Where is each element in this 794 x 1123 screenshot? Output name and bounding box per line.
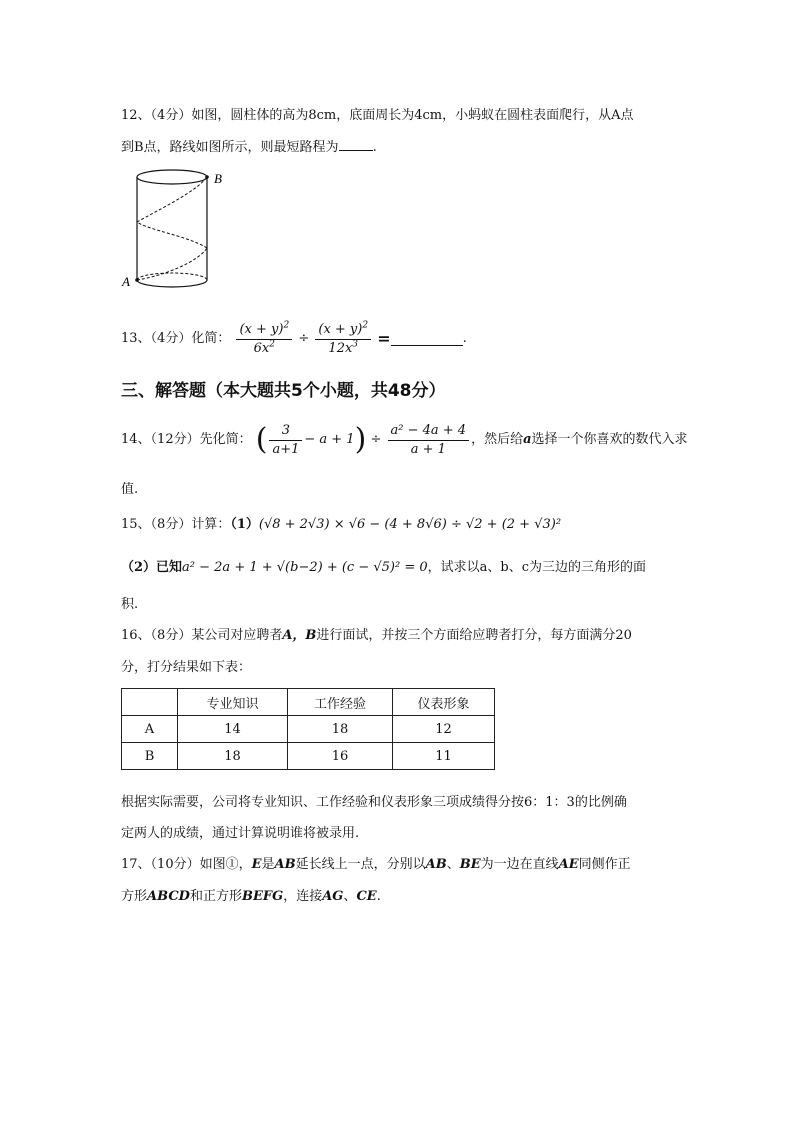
q13-frac2-num-exp: 2 bbox=[362, 320, 369, 331]
path-segment-2 bbox=[137, 222, 207, 248]
q12-answer-blank bbox=[339, 138, 373, 151]
q17-text: 是 bbox=[261, 857, 275, 872]
cylinder-figure bbox=[118, 164, 228, 290]
table-cell: 11 bbox=[393, 743, 495, 770]
q14-left-paren: ( bbox=[255, 422, 268, 457]
q15-part2-suffix: ，试求以a、b、c为三边的三角形的面 bbox=[427, 560, 646, 575]
q13-frac1-den: 6x bbox=[253, 340, 270, 356]
q12-line2-prefix: 到B点，路线如图所示，则最短路程为 bbox=[121, 140, 339, 155]
q17-var: AE bbox=[558, 857, 579, 872]
q16-line1 bbox=[121, 624, 632, 643]
q16-line2: 分，打分结果如下表： bbox=[121, 660, 252, 675]
q15-line2 bbox=[121, 556, 646, 575]
q14-suffix: ，然后给 bbox=[471, 432, 524, 447]
q13-answer-blank bbox=[391, 333, 463, 346]
table-cell: 18 bbox=[288, 716, 393, 743]
q14-outer-den: a + 1 bbox=[410, 441, 446, 457]
q17-text: ，连接 bbox=[283, 889, 323, 904]
q14-suffix2: 选择一个你喜欢的数代入求 bbox=[531, 432, 688, 447]
point-a bbox=[135, 278, 139, 282]
q16-line1-prefix: 16、（8分）某公司对应聘者 bbox=[121, 628, 283, 643]
q17-var: BE bbox=[459, 857, 481, 872]
q15-part2-expr: a² − 2a + 1 + √(b−2) + (c − √5)² = 0 bbox=[182, 560, 428, 575]
table-cell: 18 bbox=[178, 743, 288, 770]
q17-var: AB bbox=[425, 857, 447, 872]
q13-frac2-num: (x + y) bbox=[318, 321, 363, 337]
q14-outer-fraction bbox=[388, 423, 470, 458]
q14-var: a bbox=[523, 432, 532, 447]
table-cell: 16 bbox=[288, 743, 393, 770]
q17-line1 bbox=[121, 853, 631, 872]
table-cell: 14 bbox=[178, 716, 288, 743]
cylinder-top-ellipse bbox=[137, 170, 207, 184]
q17-text: 方形 bbox=[121, 889, 148, 904]
q13-frac2-den: 12x bbox=[328, 340, 353, 356]
q15-part2-label: （2）已知 bbox=[121, 560, 183, 575]
q13-suffix: . bbox=[462, 331, 467, 346]
q17-text: 、 bbox=[446, 857, 460, 872]
table-header-row bbox=[122, 689, 495, 716]
q13-frac1-num-exp: 2 bbox=[283, 320, 290, 331]
q15-part1-expr: (√8 + 2√3) × √6 − (4 + 8√6) ÷ √2 + (2 + √3)² bbox=[258, 517, 562, 532]
q13-frac1-num: (x + y) bbox=[239, 321, 284, 337]
q14-inner-den: a+1 bbox=[272, 441, 300, 457]
q17-var: E bbox=[251, 857, 262, 872]
table-header-cell: 专业知识 bbox=[178, 689, 288, 716]
table-cell: B bbox=[122, 743, 178, 770]
q13 bbox=[121, 318, 467, 360]
q17-text: 同侧作正 bbox=[578, 857, 631, 872]
label-b: B bbox=[214, 171, 222, 186]
table-cell: A bbox=[122, 716, 178, 743]
q14-right-paren: ) bbox=[354, 422, 367, 457]
table-header-cell: 仪表形象 bbox=[393, 689, 495, 716]
q13-frac1-den-exp: 2 bbox=[269, 339, 275, 350]
table-cell: 12 bbox=[393, 716, 495, 743]
q15-line1 bbox=[121, 513, 561, 532]
q12-line2 bbox=[121, 136, 377, 155]
q15-line3: 积. bbox=[121, 597, 139, 612]
q17-var: AB bbox=[274, 857, 296, 872]
section3-heading: 三、解答题（本大题共5个小题，共48分） bbox=[121, 381, 446, 401]
q12-line2-suffix: . bbox=[372, 140, 377, 155]
point-b bbox=[205, 175, 209, 179]
q16-line1-suffix: 进行面试，并按三个方面给应聘者打分，每方面满分20 bbox=[316, 628, 632, 643]
q14 bbox=[121, 418, 688, 462]
q16-after1: 根据实际需要，公司将专业知识、工作经验和仪表形象三项成绩得分按6：1：3的比例确 bbox=[121, 795, 627, 810]
q13-equals: = bbox=[377, 329, 391, 348]
q17-var: CE bbox=[356, 889, 377, 904]
q16-line1-vars: A，B bbox=[282, 628, 317, 643]
q17-var: ABCD bbox=[147, 889, 190, 904]
table-header-cell: 工作经验 bbox=[288, 689, 393, 716]
q14-inner-num: 3 bbox=[269, 423, 302, 441]
q17-text: 、 bbox=[343, 889, 357, 904]
q13-fraction-2 bbox=[315, 322, 371, 357]
q17-text: 17、（10分）如图①， bbox=[121, 857, 252, 872]
q17-text: 为一边在直线 bbox=[480, 857, 559, 872]
q17-var: BEFG bbox=[241, 889, 284, 904]
q12-line1: 12、（4分）如图，圆柱体的高为8cm，底面周长为4cm，小蚂蚁在圆柱表面爬行，从A点 bbox=[121, 108, 634, 123]
q13-frac2-den-exp: 3 bbox=[352, 339, 359, 350]
q16-after2: 定两人的成绩，通过计算说明谁将被录用. bbox=[121, 826, 360, 841]
q13-prefix: 13、（4分）化简： bbox=[121, 331, 231, 346]
q17-text: 和正方形 bbox=[189, 889, 242, 904]
q17-text: 延长线上一点，分别以 bbox=[295, 857, 426, 872]
q14-inner-fraction bbox=[269, 423, 302, 458]
q17-line2 bbox=[121, 885, 381, 904]
score-table bbox=[121, 688, 495, 770]
q17-var: AG bbox=[322, 889, 344, 904]
label-a: A bbox=[122, 274, 130, 289]
table-row bbox=[122, 743, 495, 770]
q14-line2: 值. bbox=[121, 482, 139, 497]
q14-outer-num: a² − 4a + 4 bbox=[388, 423, 470, 441]
q13-op: ÷ bbox=[298, 331, 310, 346]
table-header-cell bbox=[122, 689, 178, 716]
q14-inner-rest: − a + 1 bbox=[304, 432, 355, 447]
cylinder-bottom-front bbox=[137, 280, 207, 287]
q17-text: . bbox=[376, 889, 381, 904]
q14-prefix: 14、（12分）先化简： bbox=[121, 432, 252, 447]
cylinder-bottom-back bbox=[137, 273, 207, 280]
q13-fraction-1 bbox=[236, 322, 292, 357]
q15-part1-label: （1） bbox=[230, 517, 259, 532]
q14-op: ÷ bbox=[370, 432, 382, 447]
table-row bbox=[122, 716, 495, 743]
q15-prefix: 15、（8分）计算： bbox=[121, 517, 231, 532]
